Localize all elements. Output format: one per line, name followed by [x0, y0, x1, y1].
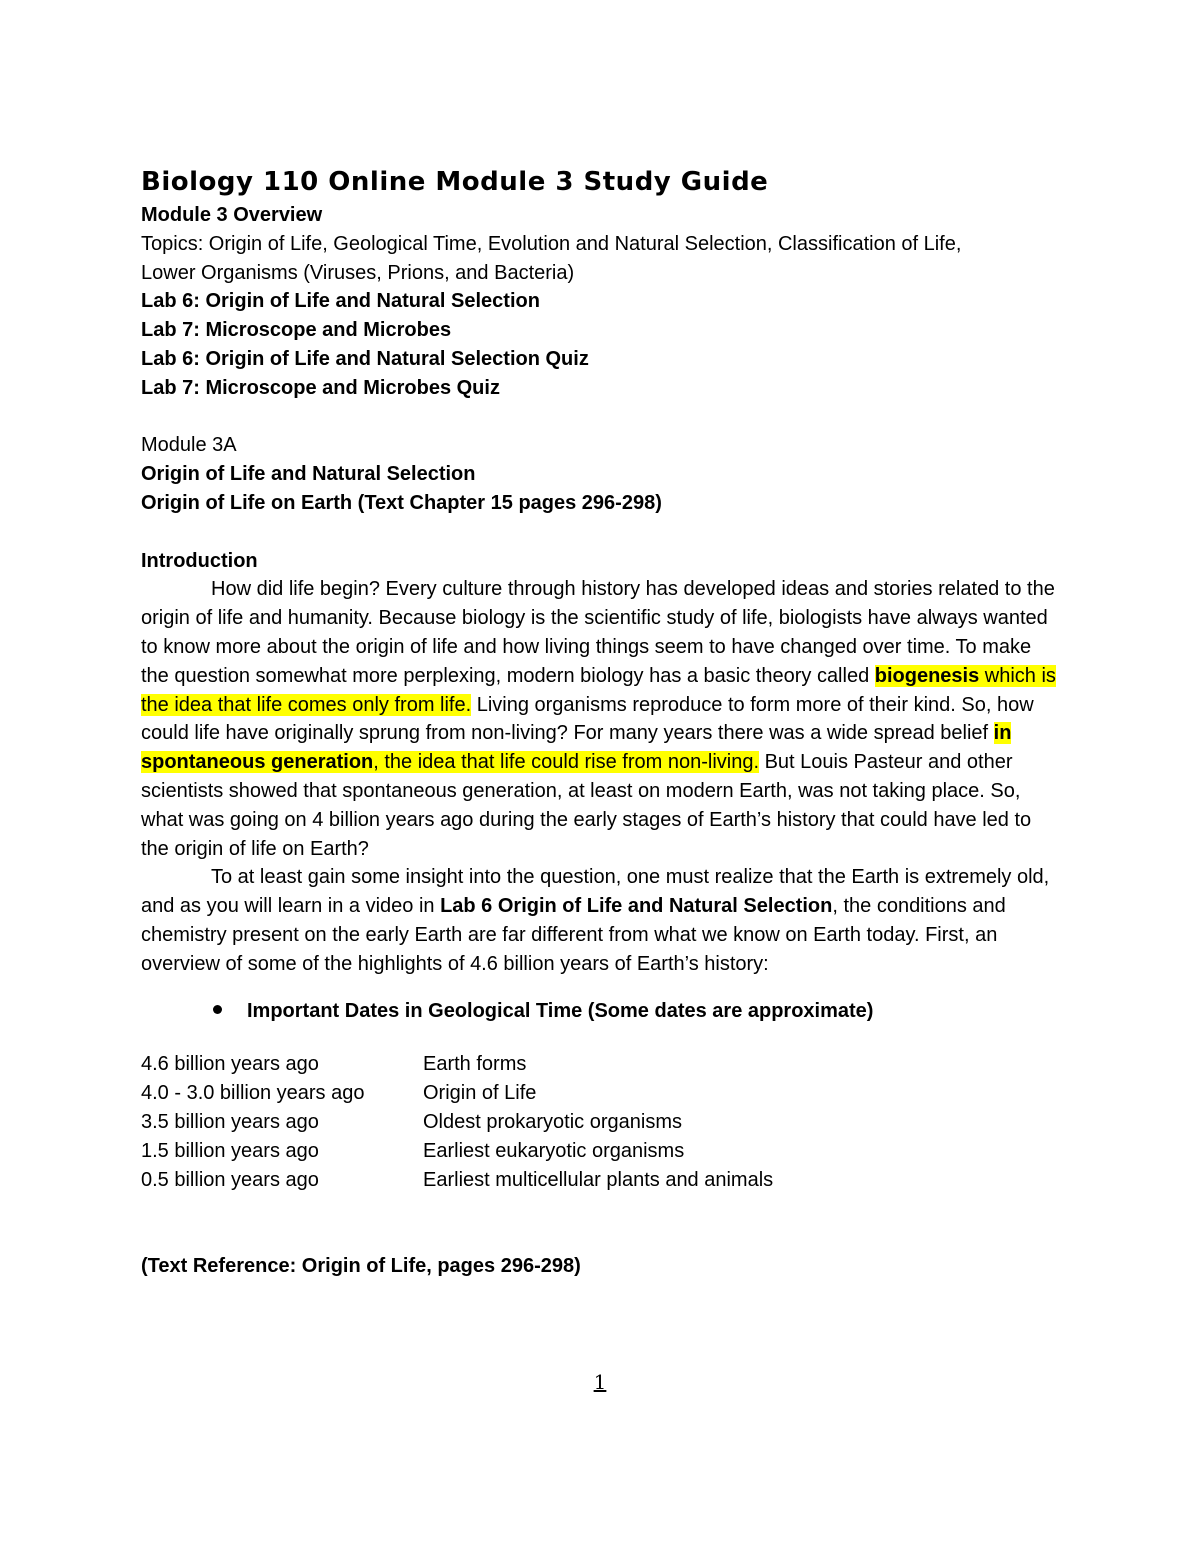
paragraph-text: , the conditions and chemistry present on the early Earth are far different from what we know on Earth today. First, an overview of some of the highlights of 4.6 billion years of Earth’s history: [141, 895, 1006, 975]
introduction-heading: Introduction [141, 549, 258, 572]
highlight-term: biogenesis [874, 664, 980, 687]
document-title: Biology 110 Online Module 3 Study Guide [141, 167, 769, 197]
module-3a-heading: Module 3A [141, 434, 237, 457]
lab-item: Lab 6: Origin of Life and Natural Selection Quiz [141, 347, 589, 370]
date-cell: 3.5 billion years ago [141, 1110, 319, 1133]
module-3a-subheading: Origin of Life and Natural Selection [141, 463, 476, 486]
geological-dates-table [141, 1050, 773, 1194]
highlight-text: , the idea that life could rise from non-living. [373, 751, 760, 774]
paragraph-text: To at least gain some insight into the question, one must realize that the Earth is extremely old, and as you will learn in a video in [141, 866, 1050, 918]
table-row [141, 1079, 773, 1108]
date-cell: 4.0 - 3.0 billion years ago [141, 1082, 365, 1105]
spacer [141, 518, 1056, 547]
highlight-text: which is the idea that life comes only from life. [141, 664, 1056, 716]
event-cell: Earth forms [423, 1053, 527, 1076]
event-cell: Earliest multicellular plants and animals [423, 1168, 774, 1191]
topics-line-2: Lower Organisms (Viruses, Prions, and Bacteria) [141, 261, 575, 284]
bullet-heading: Important Dates in Geological Time (Some dates are approximate) [247, 999, 874, 1022]
bullet-item [213, 997, 1056, 1026]
date-cell: 0.5 billion years ago [141, 1168, 319, 1191]
event-cell: Oldest prokaryotic organisms [423, 1110, 682, 1133]
spacer [141, 403, 1056, 432]
lab-item: Lab 7: Microscope and Microbes Quiz [141, 376, 500, 399]
module-3a-chapter-reference: Origin of Life on Earth (Text Chapter 15 pages 296-298) [141, 491, 662, 514]
overview-heading: Module 3 Overview [141, 204, 323, 226]
spacer [141, 1194, 1056, 1223]
paragraph-text: But Louis Pasteur and other scientists showed that spontaneous generation, at least on modern Earth, was not taking place. So, what was going on 4 billion years ago during the early stages of Earth’s history that could have led to the origin of life on Earth? [141, 751, 1032, 860]
text-reference: (Text Reference: Origin of Life, pages 296-298) [141, 1254, 581, 1277]
lab-reference: Lab 6 Origin of Life and Natural Selection [440, 895, 833, 918]
event-cell: Earliest eukaryotic organisms [423, 1139, 685, 1162]
introduction-paragraph-1 [141, 575, 1056, 863]
event-cell: Origin of Life [423, 1082, 537, 1105]
table-row [141, 1137, 773, 1166]
introduction-paragraph-2 [141, 863, 1056, 978]
date-cell: 4.6 billion years ago [141, 1053, 319, 1076]
date-cell: 1.5 billion years ago [141, 1139, 319, 1162]
paragraph-text: How did life begin? Every culture through history has developed ideas and stories related to the origin of life and humanity. Because biology is the scientific study of life, biologists have always wanted to know more about the origin of life and how living things seem to have changed over time. To make the question somewhat more perplexing, modern biology has a basic theory called [141, 578, 1055, 687]
topics-line-1: Topics: Origin of Life, Geological Time, Evolution and Natural Selection, Classification of Life, [141, 232, 962, 255]
highlight-term: in spontaneous generation [141, 722, 1012, 774]
page-number: 1 [593, 1370, 607, 1394]
lab-item: Lab 6: Origin of Life and Natural Selection [141, 290, 540, 313]
lab-item: Lab 7: Microscope and Microbes [141, 319, 452, 342]
table-row [141, 1108, 773, 1137]
bullet-icon [213, 1005, 222, 1014]
spacer [141, 1223, 1056, 1252]
document-page [141, 163, 1056, 1281]
table-row [141, 1166, 773, 1195]
paragraph-text: Living organisms reproduce to form more of their kind. So, how could life have originally sprung from non-living? For many years there was a wide spread belief [141, 693, 1034, 745]
table-row [141, 1050, 773, 1079]
